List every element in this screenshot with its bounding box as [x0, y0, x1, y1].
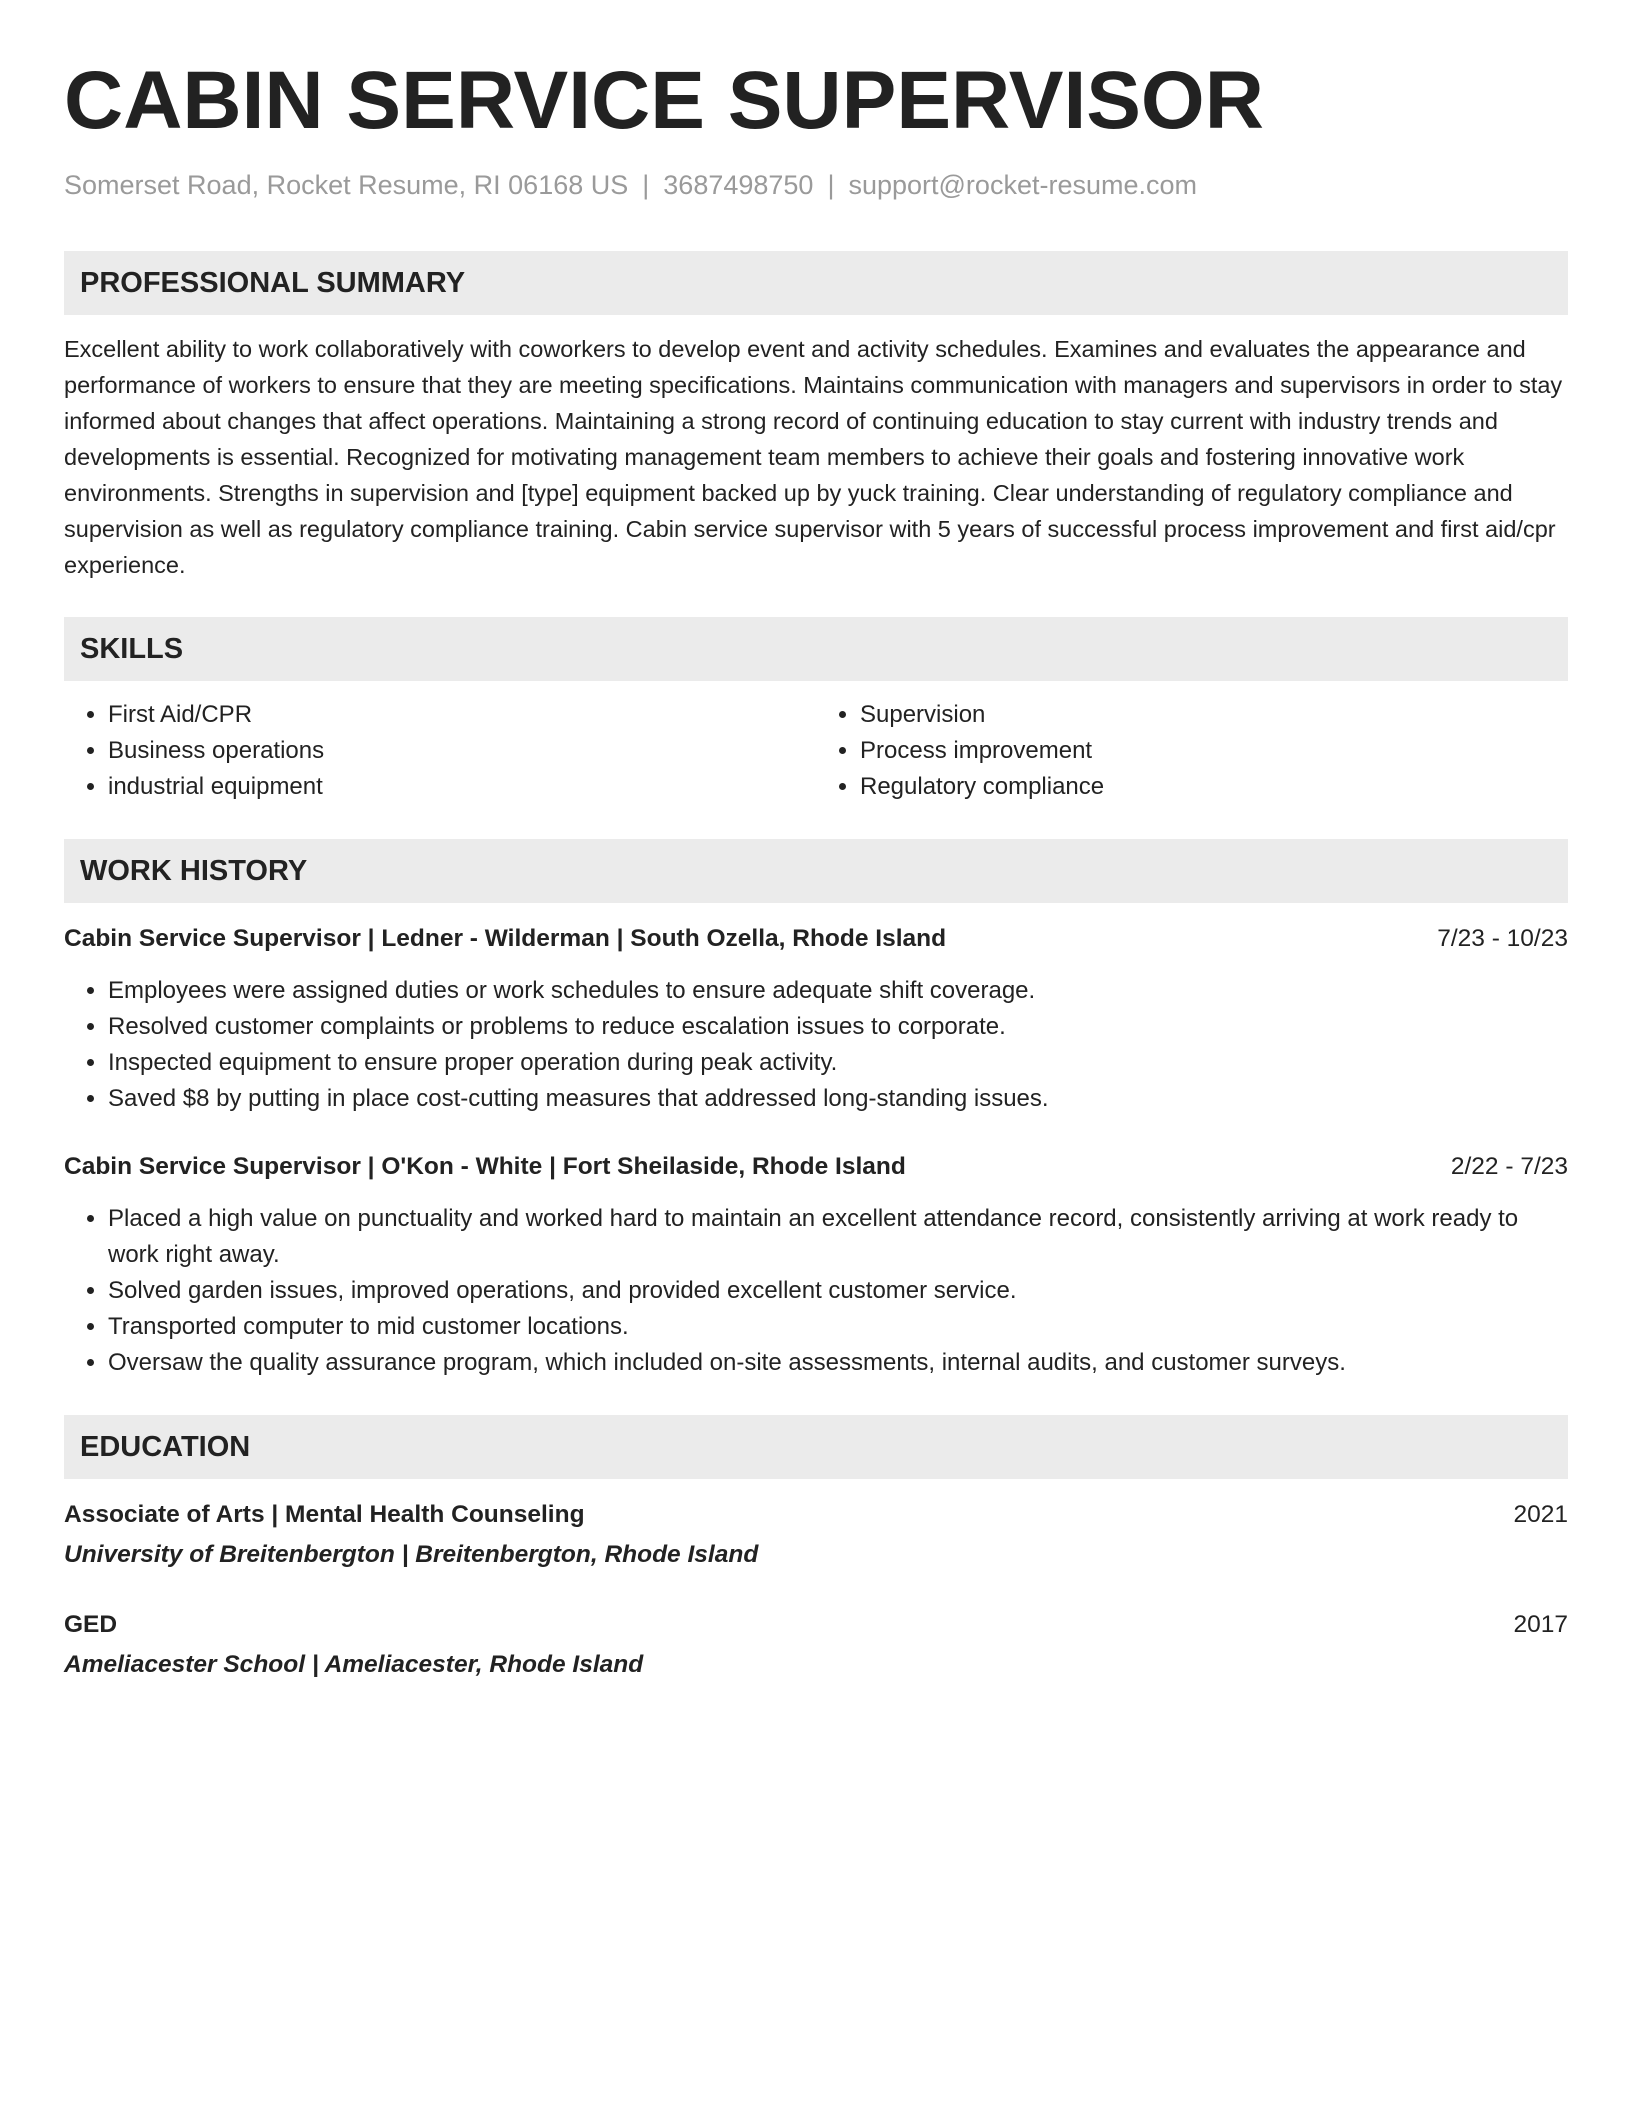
- skills-heading: SKILLS: [64, 617, 1568, 681]
- contact-line: [64, 168, 1568, 203]
- education-header: [64, 1607, 1568, 1643]
- job-bullet: • Transported computer to mid customer locations.: [108, 1309, 1568, 1345]
- contact-separator: |: [827, 170, 835, 201]
- skills-list: [64, 697, 1568, 805]
- job-bullet: • Resolved customer complaints or problems to reduce escalation issues to corporate.: [108, 1009, 1568, 1045]
- contact-email: support@rocket-resume.com: [848, 170, 1197, 201]
- job-bullets: [64, 973, 1568, 1117]
- education-school: University of Breitenbergton | Breitenbergton, Rhode Island: [64, 1541, 759, 1569]
- work-history-heading: WORK HISTORY: [64, 839, 1568, 903]
- job-bullet: • Inspected equipment to ensure proper operation during peak activity.: [108, 1045, 1568, 1081]
- contact-phone: 3687498750: [663, 170, 814, 201]
- education-degree: GED: [64, 1611, 118, 1639]
- job-bullet: • Saved $8 by putting in place cost-cutting measures that addressed long-standing issues.: [108, 1081, 1568, 1117]
- summary-text: Excellent ability to work collaboratively with coworkers to develop event and activity schedules. Examines and evaluates the appearance and performance of workers to ensure that they are meeting specifications. Maintains communication with managers and supervisors in order to stay informed about changes that affect operations. Maintaining a strong record of continuing education to stay current with industry trends and developments is essential. Recognized for motivating management team members to achieve their goals and fostering innovative work environments. Strengths in supervision and [type] equipment backed up by yuck training. Clear understanding of regulatory compliance and supervision as well as regulatory compliance training. Cabin service supervisor with 5 years of successful process improvement and first aid/cpr experience.: [64, 336, 1563, 579]
- education-school: Ameliacester School | Ameliacester, Rhode Island: [64, 1651, 644, 1679]
- job-bullet: • Employees were assigned duties or work schedules to ensure adequate shift coverage.: [108, 973, 1568, 1009]
- education-header: [64, 1497, 1568, 1533]
- job-bullet: • Placed a high value on punctuality and worked hard to maintain an excellent attendance record, consistently arriving at work ready to work right away.: [108, 1201, 1568, 1273]
- job-entry: [64, 1149, 1568, 1381]
- skill-item: • First Aid/CPR: [108, 697, 816, 733]
- job-bullet: • Solved garden issues, improved operations, and provided excellent customer service.: [108, 1273, 1568, 1309]
- skill-item: • industrial equipment: [108, 769, 816, 805]
- education-year: 2021: [1513, 1501, 1568, 1529]
- education-degree: Associate of Arts | Mental Health Counseling: [64, 1501, 585, 1529]
- job-title: Cabin Service Supervisor | Ledner - Wilderman | South Ozella, Rhode Island: [64, 925, 947, 953]
- job-entry: [64, 921, 1568, 1117]
- skill-item: • Process improvement: [860, 733, 1568, 769]
- skills-column-right: [816, 697, 1568, 805]
- job-bullets: [64, 1201, 1568, 1381]
- contact-separator: |: [642, 170, 650, 201]
- skill-item: • Business operations: [108, 733, 816, 769]
- job-dates: 7/23 - 10/23: [1437, 925, 1568, 953]
- job-dates: 2/22 - 7/23: [1450, 1153, 1568, 1181]
- skill-item: • Regulatory compliance: [860, 769, 1568, 805]
- job-title: Cabin Service Supervisor | O'Kon - White | Fort Sheilaside, Rhode Island: [64, 1153, 906, 1181]
- skills-column-left: [64, 697, 816, 805]
- education-entry: [64, 1497, 1568, 1573]
- skill-item: • Supervision: [860, 697, 1568, 733]
- education-entry: [64, 1607, 1568, 1683]
- summary-heading: PROFESSIONAL SUMMARY: [64, 251, 1568, 315]
- education-year: 2017: [1513, 1611, 1568, 1639]
- resume-name: CABIN SERVICE SUPERVISOR: [64, 55, 1264, 146]
- education-heading: EDUCATION: [64, 1415, 1568, 1479]
- job-header: [64, 921, 1568, 957]
- job-bullet: • Oversaw the quality assurance program, which included on-site assessments, internal audits, and customer surveys.: [108, 1345, 1568, 1381]
- job-header: [64, 1149, 1568, 1185]
- contact-address: Somerset Road, Rocket Resume, RI 06168 US: [64, 170, 629, 201]
